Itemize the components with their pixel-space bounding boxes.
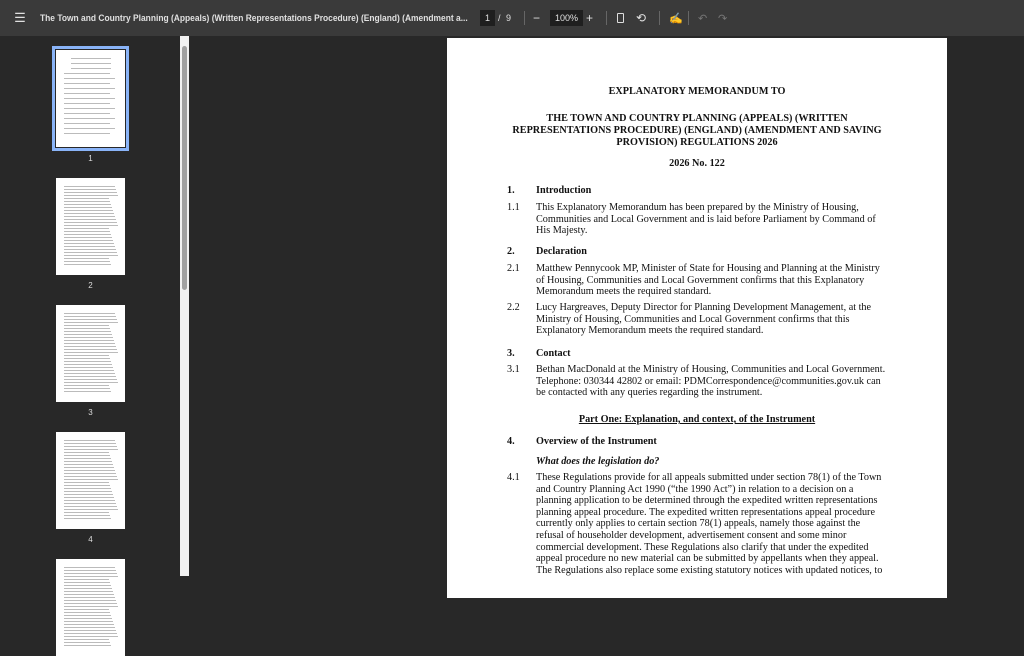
page-thumbnail-4[interactable] [56,432,125,529]
thumbnail-label: 1 [88,154,93,163]
section-heading: Declaration [536,246,587,257]
thumbnail-text-line [64,588,112,589]
thumbnail-label: 3 [88,408,93,417]
thumbnail-text-line [64,379,117,380]
thumbnail-text-line [64,213,114,214]
toolbar [0,0,1024,36]
thumbnail-text-line [64,346,116,347]
total-pages: 9 [506,13,512,23]
thumbnail-text-line [71,68,111,69]
page-thumbnail-2[interactable] [56,178,125,275]
thumbnail-label: 4 [88,535,93,544]
thumbnail-text-line [64,452,109,453]
thumbnail-text-line [64,518,111,519]
divider [524,11,525,25]
thumbnail-text-line [64,261,110,262]
thumbnail-text-line [64,189,116,190]
thumbnail-text-line [64,78,115,79]
thumbnail-text-line [64,573,117,574]
thumbnail-text-line [64,252,117,253]
rotate-icon[interactable]: ⟲ [636,11,647,25]
thumbnail-text-line [64,337,113,338]
thumbnail-text-line [64,133,110,134]
thumbnail-text-line [64,630,116,631]
thumbnail-text-line [64,491,112,492]
thumbnail-text-line [64,264,111,265]
divider [688,11,689,25]
scrollbar-thumb[interactable] [182,46,187,290]
thumbnail-text-line [64,479,118,480]
thumbnail-text-line [64,331,111,332]
thumbnail-text-line [64,113,110,114]
thumbnail-text-line [64,216,115,217]
thumbnail-text-line [64,234,111,235]
section-heading: Overview of the Instrument [536,436,657,447]
paragraph: This Explanatory Memorandum has been prepared by the Ministry of Housing, Communities and Local Government and is laid before Parliament by Command of His Majesty. [536,202,876,237]
thumbnail-text-line [64,322,118,323]
thumbnail-text-line [64,440,115,441]
thumbnail-text-line [64,355,109,356]
thumbnail-text-line [64,98,115,99]
thumbnail-text-line [64,246,115,247]
section-number: 4. [507,436,515,447]
thumbnail-text-line [64,582,110,583]
thumbnail-text-line [64,231,110,232]
thumbnail-text-line [64,618,112,619]
thumbnail-text-line [64,482,109,483]
thumbnail-text-line [64,361,111,362]
thumbnail-text-line [64,258,109,259]
thumbnail-text-line [64,509,118,510]
thumbnail-text-line [64,606,118,607]
annotate-icon[interactable]: ✍ [669,12,683,25]
memorandum-heading: EXPLANATORY MEMORANDUM TO [608,86,786,97]
title-line: THE TOWN AND COUNTRY PLANNING (APPEALS) (WRITTEN [546,113,848,124]
thumbnail-text-line [64,108,115,109]
thumbnail-text-line [64,579,109,580]
thumbnail-text-line [64,391,111,392]
pdf-page [447,38,947,598]
thumbnail-text-line [64,470,115,471]
thumbnail-text-line [64,443,116,444]
thumbnail-text-line [64,364,112,365]
thumbnail-text-line [64,455,110,456]
thumbnail-text-line [64,222,117,223]
part-heading: Part One: Explanation, and context, of the Instrument [578,414,816,425]
document-title-container [40,0,468,36]
page-number-input[interactable]: 1 [480,10,495,26]
fit-page-icon[interactable] [617,0,624,36]
thumbnail-text-line [64,591,113,592]
thumbnail-sidebar [0,36,190,576]
thumbnail-text-line [64,319,117,320]
thumbnail-text-line [64,210,113,211]
thumbnail-text-line [71,63,111,64]
thumbnail-text-line [64,128,115,129]
thumbnail-text-line [64,645,111,646]
title-line: REPRESENTATIONS PROCEDURE) (ENGLAND) (AMENDMENT AND SAVING [512,125,882,136]
hamburger-icon[interactable]: ☰ [14,10,26,25]
thumbnail-text-line [64,186,115,187]
paragraph: These Regulations provide for all appeals submitted under section 78(1) of the Town and Country Planning Act 1990 (“the 1990 Act”) in relation to a decision on a planning application to be determined through the expedited written representations planning appeal procedure. The expedited written representations appeal procedure currently only applies to certain section 78(1) appeals, namely those against the refusal of householder development, advertisement consent and some minor commercial development. These Regulations also clarify that under the expedited appeal procedure no new material can be submitted by appellants when they appeal. The Regulations also replace some existing statutory notices with updated notices, to [536,472,883,576]
thumbnail-text-line [64,621,113,622]
thumbnail-text-line [64,201,110,202]
document-title: The Town and Country Planning (Appeals) (Written Representations Procedure) (England) (Amendment a... [40,13,468,23]
thumbnail-text-line [64,255,118,256]
thumbnail-text-line [64,624,114,625]
thumbnail-text-line [64,249,116,250]
section-number: 1. [507,185,515,196]
thumbnail-text-line [64,642,110,643]
page-thumbnail-1[interactable] [56,50,125,147]
thumbnail-text-line [64,458,111,459]
thumbnail-text-line [64,597,115,598]
thumbnail-text-line [64,449,118,450]
thumbnail-text-line [64,473,116,474]
thumbnail-text-line [64,627,115,628]
thumbnail-text-line [64,316,116,317]
thumbnail-text-line [64,461,112,462]
thumbnail-text-line [64,500,115,501]
thumbnail-text-line [64,343,115,344]
thumbnail-text-line [64,243,114,244]
thumbnail-text-line [64,467,114,468]
thumbnail-text-line [64,195,118,196]
thumbnail-text-line [64,334,112,335]
thumbnail-text-line [64,118,115,119]
thumbnail-text-line [64,237,112,238]
instrument-number: 2026 No. 122 [669,158,725,169]
paragraph-number: 4.1 [507,472,520,483]
thumbnail-text-line [64,476,117,477]
page-thumbnail-3[interactable] [56,305,125,402]
subheading: What does the legislation do? [536,456,660,467]
thumbnail-text-line [64,349,117,350]
zoom-input[interactable]: 100% [550,10,583,26]
thumbnail-text-line [64,503,116,504]
thumbnail-text-line [64,192,117,193]
thumbnail-text-line [64,373,115,374]
thumbnail-text-line [64,204,111,205]
undo-icon[interactable]: ↶ [698,12,708,25]
thumbnail-text-line [64,485,110,486]
redo-icon[interactable]: ↷ [718,12,728,25]
thumbnail-text-line [64,358,110,359]
thumbnail-text-line [71,58,111,59]
thumbnail-text-line [64,464,113,465]
thumbnail-text-line [64,585,111,586]
page-thumbnail-5[interactable] [56,559,125,656]
thumbnail-text-line [64,228,109,229]
thumbnail-text-line [64,219,116,220]
title-line: PROVISION) REGULATIONS 2026 [616,137,778,148]
thumbnail-text-line [64,615,111,616]
thumbnail-text-line [64,198,109,199]
paragraph-number: 2.1 [507,263,520,274]
thumbnail-text-line [64,446,117,447]
thumbnail-text-line [64,88,115,89]
thumbnail-text-line [64,515,110,516]
divider [659,11,660,25]
thumbnail-text-line [64,73,110,74]
thumbnail-text-line [64,376,116,377]
thumbnail-text-line [64,340,114,341]
thumbnail-text-line [64,207,112,208]
thumbnail-text-line [64,83,110,84]
paragraph-number: 1.1 [507,202,520,213]
thumbnail-text-line [64,497,114,498]
thumbnail-text-line [64,609,109,610]
thumbnail-text-line [64,352,118,353]
paragraph-number: 3.1 [507,364,520,375]
thumbnail-text-line [64,385,109,386]
thumbnail-text-line [64,123,110,124]
divider [606,11,607,25]
thumbnail-text-line [64,370,114,371]
zoom-out-button[interactable]: − [533,11,541,25]
thumbnail-text-line [64,325,109,326]
thumbnail-text-line [64,382,118,383]
paragraph: Bethan MacDonald at the Ministry of Housing, Communities and Local Government. Telephone: 030344 42802 or email: PDMCorrespondence@communities.gov.uk can be contacted with any queries regarding the instrument. [536,364,886,399]
paragraph-number: 2.2 [507,302,520,313]
thumbnail-text-line [64,225,118,226]
thumbnail-text-line [64,240,113,241]
thumbnail-text-line [64,388,110,389]
thumbnail-label: 2 [88,281,93,290]
thumbnail-text-line [64,506,117,507]
thumbnail-text-line [64,328,110,329]
thumbnail-text-line [64,633,117,634]
section-number: 2. [507,246,515,257]
thumbnail-text-line [64,494,113,495]
thumbnail-text-line [64,639,109,640]
thumbnail-text-line [64,636,118,637]
thumbnail-text-line [64,488,111,489]
thumbnail-text-line [64,567,115,568]
thumbnail-text-line [64,576,118,577]
thumbnail-text-line [64,594,114,595]
section-number: 3. [507,348,515,359]
thumbnail-text-line [64,512,109,513]
thumbnail-text-line [64,313,115,314]
thumbnail-text-line [64,603,117,604]
zoom-in-button[interactable]: + [586,11,594,25]
thumbnail-text-line [64,600,116,601]
thumbnail-text-line [64,93,110,94]
thumbnail-text-line [64,367,113,368]
page-separator: / [498,13,501,23]
thumbnail-text-line [64,103,110,104]
thumbnail-text-line [64,612,110,613]
section-heading: Contact [536,348,571,359]
paragraph: Lucy Hargreaves, Deputy Director for Planning Development Management, at the Ministry of Housing, Communities and Local Government confirms that this Explanatory Memorandum meets the required standard. [536,302,872,337]
thumbnail-text-line [64,570,116,571]
section-heading: Introduction [536,185,592,196]
paragraph: Matthew Pennycook MP, Minister of State for Housing and Planning at the Ministry of Housing, Communities and Local Government confirms that this Explanatory Memorandum meets the required standard. [536,263,880,298]
